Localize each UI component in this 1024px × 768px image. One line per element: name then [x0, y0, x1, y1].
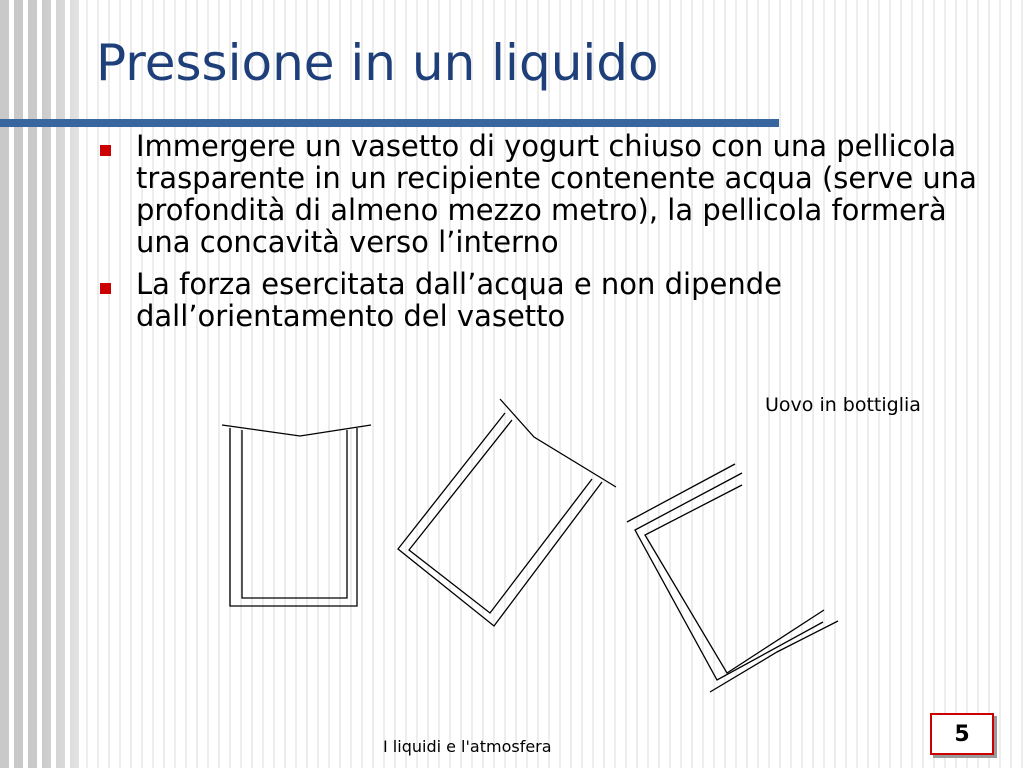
title-underline [0, 119, 779, 127]
page-number-box [930, 713, 994, 755]
slide-title: Pressione in un liquido [96, 34, 659, 92]
page-number: 5 [954, 721, 970, 747]
bullet-item [96, 268, 986, 332]
square-bullet-icon [100, 145, 111, 156]
left-bars-fade [40, 0, 80, 768]
upright-jar-illustration [222, 425, 371, 606]
bullet-list [96, 130, 986, 342]
sideways-jar-illustration [627, 464, 838, 692]
yogurt-jars-diagram [200, 390, 860, 700]
footer-title: I liquidi e l'atmosfera [383, 737, 552, 756]
bullet-item [96, 130, 986, 258]
bullet-text: Immergere un vasetto di yogurt chiuso con una pellicola trasparente in un recipiente contenente acqua (serve una profondità di almeno mezzo metro), la pellicola formerà una concavità verso l’interno [136, 129, 977, 259]
bullet-text: La forza esercitata dall’acqua e non dipende dall’orientamento del vasetto [136, 267, 782, 333]
figure-caption: Uovo in bottiglia [765, 394, 921, 416]
tilted-jar-illustration [398, 399, 616, 626]
square-bullet-icon [100, 283, 111, 294]
